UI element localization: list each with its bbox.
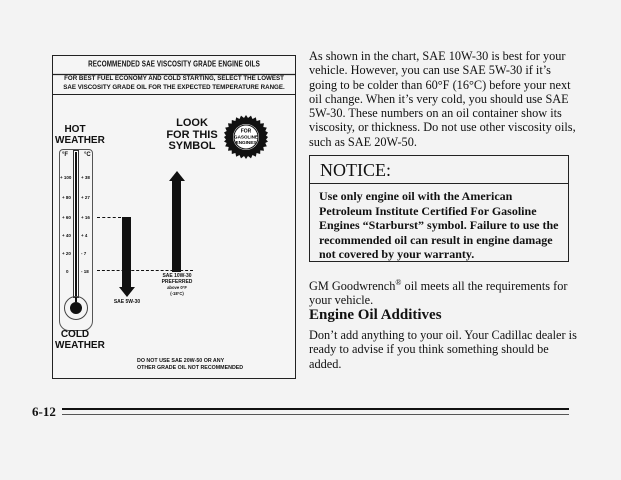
label-5w30: SAE 5W-30 bbox=[113, 299, 141, 305]
notice-box bbox=[309, 155, 569, 262]
celsius-unit: °C bbox=[84, 152, 91, 158]
chart-subtitle bbox=[53, 73, 295, 95]
footer-rule-thin bbox=[62, 414, 569, 415]
dash-60f bbox=[97, 217, 121, 218]
tick-c-18: - 18 bbox=[81, 269, 89, 274]
label-minus-18c: (-18°C) bbox=[170, 291, 184, 296]
warning-line1: DO NOT USE SAE 20W-50 OR ANY bbox=[137, 358, 225, 364]
tick-f-60: + 60 bbox=[62, 215, 71, 220]
goodwrench-text-rest: oil meets all the requirements for your vehicle. bbox=[309, 279, 568, 308]
starburst-for: FOR bbox=[240, 128, 252, 135]
additives-paragraph: Don’t add anything to your oil. Your Cadillac dealer is ready to advise if you think something should be added. bbox=[309, 328, 577, 371]
label-above-0f: above 0°F bbox=[167, 285, 187, 290]
api-starburst-icon bbox=[224, 115, 268, 159]
look-line1: LOOK bbox=[176, 117, 208, 129]
weather-label-cold: WEATHER bbox=[55, 339, 105, 351]
tick-f-40: + 40 bbox=[62, 233, 71, 238]
thermometer-mercury bbox=[75, 152, 77, 302]
tick-c-38: + 38 bbox=[81, 175, 90, 180]
notice-heading: NOTICE: bbox=[310, 156, 568, 184]
look-for-symbol-label bbox=[159, 118, 225, 153]
goodwrench-text: GM Goodwrench bbox=[309, 279, 396, 294]
arrow-down-icon bbox=[119, 287, 135, 297]
chart-subtitle-line2: SAE VISCOSITY GRADE OIL FOR THE EXPECTED TEMPERATURE RANGE. bbox=[63, 83, 285, 91]
starburst-gasoline: GASOLINE bbox=[234, 134, 258, 140]
warning-line2: OTHER GRADE OIL NOT RECOMMENDED bbox=[137, 365, 244, 371]
hot-label: HOT bbox=[64, 124, 86, 135]
notice-body: Use only engine oil with the American Petroleum Institute Certified For Gasoline Engines “Starburst” symbol. Failure to use the recommended oil can result in engine damage not covered by your warranty. bbox=[319, 189, 559, 262]
cold-weather-label bbox=[55, 329, 105, 351]
bar-5w30 bbox=[122, 217, 131, 288]
tick-c-27: + 27 bbox=[81, 195, 90, 200]
bar-10w30 bbox=[172, 181, 181, 272]
registered-mark: ® bbox=[395, 278, 402, 287]
starburst-engines: ENGINES bbox=[235, 140, 257, 145]
tick-c-16: + 16 bbox=[81, 215, 90, 220]
look-line3: SYMBOL bbox=[168, 140, 216, 152]
section-heading: Engine Oil Additives bbox=[309, 307, 442, 323]
label-preferred: PREFERRED bbox=[161, 279, 193, 285]
tick-f-20: + 20 bbox=[62, 251, 71, 256]
cold-label: COLD bbox=[60, 329, 90, 340]
goodwrench-paragraph bbox=[309, 276, 579, 308]
page-number: 6-12 bbox=[32, 404, 56, 419]
tick-f-80: + 80 bbox=[62, 195, 71, 200]
tick-c-7: - 7 bbox=[81, 251, 87, 256]
weather-label: WEATHER bbox=[55, 134, 105, 146]
tick-c-4: + 4 bbox=[81, 233, 88, 238]
tick-f-100: + 100 bbox=[60, 175, 72, 180]
viscosity-chart bbox=[52, 55, 296, 379]
chart-warning bbox=[137, 358, 243, 372]
hot-weather-label bbox=[55, 124, 105, 146]
chart-subtitle-line1: FOR BEST FUEL ECONOMY AND COLD STARTING, SELECT THE LOWEST bbox=[64, 75, 284, 82]
arrow-up-icon bbox=[169, 171, 185, 181]
label-10w30 bbox=[156, 273, 198, 297]
look-line2: FOR THIS bbox=[166, 128, 218, 141]
thermometer-bulb-icon bbox=[70, 302, 82, 314]
footer-rule-thick bbox=[62, 408, 569, 410]
chart-title: RECOMMENDED SAE VISCOSITY GRADE ENGINE OILS bbox=[53, 54, 295, 75]
label-10w30-name: SAE 10W-30 bbox=[162, 273, 192, 279]
intro-paragraph: As shown in the chart, SAE 10W-30 is best for your vehicle. However, you can use SAE 5W-30 if it’s going to be colder than 60°F (16°C) before your next oil change. When it’s very cold, you should use SAE 5W-30. These numbers on an oil container show its viscosity, or thickness. Do not use other viscosity oils, such as SAE 20W-50. bbox=[309, 49, 576, 149]
tick-f-0: 0 bbox=[66, 269, 69, 274]
fahrenheit-unit: °F bbox=[62, 152, 69, 158]
